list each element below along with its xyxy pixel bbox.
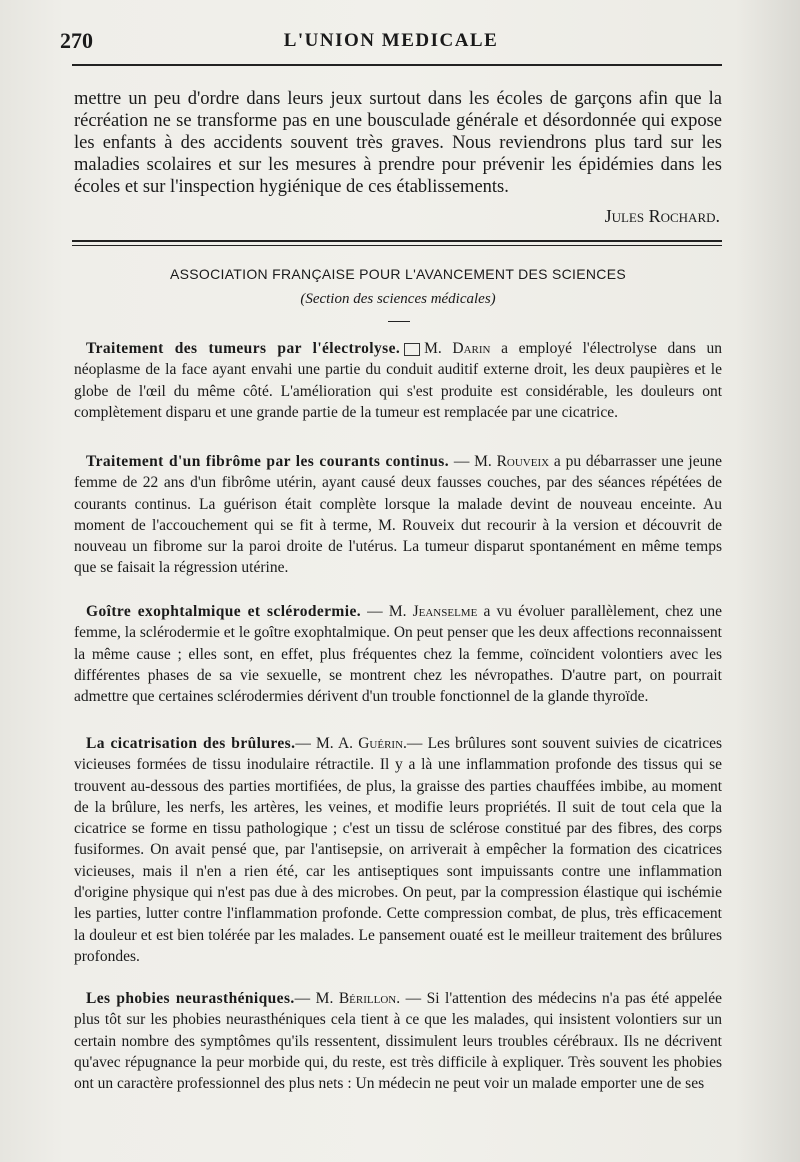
section-rule-top (72, 240, 722, 242)
page-header (60, 28, 722, 58)
article-heading: La cicatrisation des brûlures. (86, 735, 296, 752)
article-heading: Goître exophtalmique et sclérodermie. (86, 603, 362, 620)
article-paragraph (74, 601, 722, 707)
article-author: — M. Rouveix (453, 453, 550, 470)
section-title: ASSOCIATION FRANÇAISE POUR L'AVANCEMENT DES SCIENCES (170, 266, 626, 282)
article-text: a vu évoluer parallèlement, chez une femme, la sclérodermie et le goître exophtalmique. On peut penser que les deux affections reconnaissent la même cause ; elles sont, en effet, plus fréquentes chez la femme, coïncident volontiers avec les différentes phases de sa vie sexuelle, se montrent chez les névropathes. D'autre part, on pourrait admettre que certaines sclérodermies dérivent d'un trouble fonctionnel de la glande thyroïde. (74, 603, 723, 706)
article-paragraph (74, 338, 722, 423)
article-text: — Si l'attention des médecins n'a pas été appelée plus tôt sur les phobies neurasthéniques cela tient à ce que les malades, qui insistent volontiers sur un certain nombre des symptômes qu'ils ressentent, dissimulent leurs troubles cérébraux. Ils ne décrivent qu'avec répugnance la peur morbide qui, du reste, est très difficile à expliquer. Très souvent les phobies ont un caractère professionnel des plus nets : Un médecin ne peut voir un malade emporter une de ses (74, 990, 722, 1093)
article-text: a employé l'électrolyse dans un néoplasme de la face ayant envahi une partie du conduit auditif externe droit, les deux paupières et le globe de l'œil du même côté. L'amélioration qui s'est produite est considérable, les douleurs ont complètement disparu et une grande partie de la tumeur est remplacée par une cicatrice. (74, 340, 722, 421)
intro-paragraph: mettre un peu d'ordre dans leurs jeux surtout dans les écoles de garçons afin que la récréation ne se transforme pas en une bousculade générale et désordonnée qui expose les enfants à des accidents souvent très graves. Nous reviendrons plus tard sur les maladies scolaires et sur les mesures à prendre pour prévenir les épidémies dans les écoles et sur l'inspection hygiénique de ces établissements. (74, 89, 722, 197)
article-author: M. Darin (424, 340, 491, 357)
article-text: — Les brûlures sont souvent suivies de cicatrices vicieuses formées de tissu inodulaire rétractile. Il y a là une inflammation profonde des tissus qui se trouvent au-dessous des parties mortifiées, de plus, la graisse des parties chauffées imbibe, au moment de la brûlure, les nerfs, les artères, les veines, et modifie leurs propriétés. Il suit de tout cela que la cicatrice se forme en tissu pathologique ; c'est un tissu de sclérose constitué par des fibres, des corps fusiformes. On avait pensé que, par l'antisepsie, on arriverait à empêcher la formation des cicatrices vicieuses, mais il n'en a rien été, car les antiseptiques sont impuissants contre une inflammation d'origine physique qui n'est pas due à des microbes. On peut, par la compression élastique qui ischémie les parties, lutter contre l'inflammation profonde. Cette compression combat, de plus, très efficacement la douleur et est bien tolérée par les malades. Le pansement ouaté est le meilleur traitement des brûlures profondes. (74, 735, 723, 965)
article-author: — M. Jeanselme (367, 603, 478, 620)
header-rule (72, 64, 722, 66)
article-text: a pu débarrasser une jeune femme de 22 ans d'un fibrôme utérin, ayant causé deux fausses couches, par des séances répétées de courants continus. La guérison était complète lorsque la malade devint de nouveau enceinte. Au moment de l'accouchement qui se fit à terme, M. Rouveix dut recourir à la version et découvrit de nouveau un fibrome sur la paroi droite de l'utérus. La tumeur disparut spontanément en même temps que se faisait la régression utérine. (74, 453, 722, 577)
article-heading: Les phobies neurasthéniques. (86, 990, 295, 1007)
article-paragraph (74, 988, 722, 1094)
page-number: 270 (60, 28, 93, 53)
article-heading: Traitement des tumeurs par l'électrolyse. (86, 340, 401, 357)
section-divider (388, 321, 410, 322)
running-title: L'UNION MEDICALE (283, 30, 499, 51)
article-author: — M. A. Guérin. (295, 735, 407, 752)
article-heading: Traitement d'un fibrôme par les courants continus. (86, 453, 449, 470)
article-paragraph (74, 451, 722, 579)
section-rule-bottom (72, 245, 722, 246)
printer-mark-icon (404, 343, 420, 356)
article-author: — M. Bérillon. (294, 990, 401, 1007)
article-paragraph (74, 733, 722, 967)
section-subtitle: (Section des sciences médicales) (300, 291, 496, 307)
signature: Jules Rochard. (604, 206, 720, 226)
